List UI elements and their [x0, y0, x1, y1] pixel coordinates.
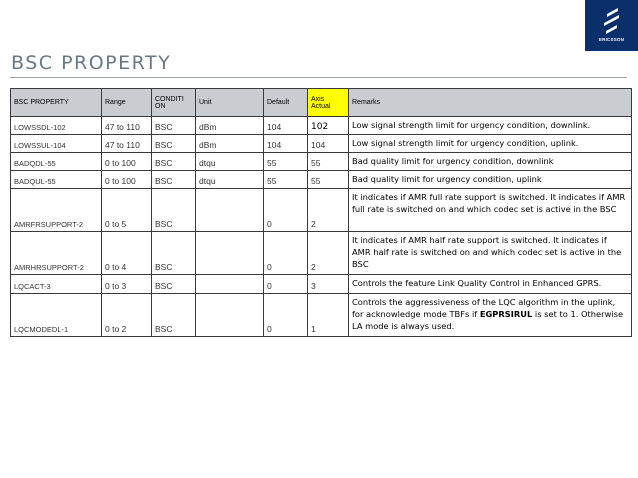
- cell-property: AMRHRSUPPORT-2: [11, 232, 102, 275]
- cell-axis-actual: 102: [308, 117, 349, 135]
- page-title: BSC PROPERTY: [11, 52, 172, 74]
- cell-axis-actual: 55: [308, 171, 349, 189]
- cell-remarks: Bad quality limit for urgency condition, downlink: [349, 153, 632, 171]
- cell-range: 0 to 4: [102, 232, 152, 275]
- cell-property: LQCMODEDL-1: [11, 294, 102, 337]
- cell-default: 0: [264, 232, 308, 275]
- cell-unit: dBm: [196, 117, 264, 135]
- ericsson-logo-icon: [602, 8, 621, 34]
- table-row: [11, 189, 632, 232]
- cell-condition: BSC: [152, 294, 196, 337]
- cell-property: BADQDL-55: [11, 153, 102, 171]
- cell-condition: BSC: [152, 117, 196, 135]
- cell-remarks: It indicates if AMR full rate support is switched. It indicates if AMR full rate is switched on and which codec set is active in the BSC: [349, 189, 632, 232]
- cell-unit: [196, 275, 264, 294]
- header-unit: Unit: [196, 89, 264, 117]
- cell-condition: BSC: [152, 275, 196, 294]
- header-condition: CONDITI ON: [152, 89, 196, 117]
- table-row: [11, 153, 632, 171]
- remarks-keyword: EGPRSIRUL: [479, 309, 533, 319]
- cell-remarks: Controls the feature Link Quality Control in Enhanced GPRS.: [349, 275, 632, 294]
- cell-condition: BSC: [152, 189, 196, 232]
- header-default: Default: [264, 89, 308, 117]
- cell-default: 55: [264, 171, 308, 189]
- cell-unit: dBm: [196, 135, 264, 153]
- remarks-text: Controls the aggressiveness of the LQC algorithm in the uplink, for acknowledge mode TBFs if: [352, 297, 616, 319]
- cell-range: 0 to 100: [102, 171, 152, 189]
- brand-name: ERICSSON: [598, 37, 625, 42]
- cell-unit: [196, 189, 264, 232]
- cell-axis-actual: 2: [308, 232, 349, 275]
- cell-condition: BSC: [152, 232, 196, 275]
- cell-default: 0: [264, 189, 308, 232]
- cell-condition: BSC: [152, 135, 196, 153]
- cell-default: 0: [264, 275, 308, 294]
- cell-remarks: Bad quality limit for urgency condition, uplink: [349, 171, 632, 189]
- cell-axis-actual: 104: [308, 135, 349, 153]
- cell-axis-actual: 3: [308, 275, 349, 294]
- cell-axis-actual: 1: [308, 294, 349, 337]
- table-header-row: [11, 89, 632, 117]
- cell-condition: BSC: [152, 171, 196, 189]
- cell-axis-actual: 55: [308, 153, 349, 171]
- cell-remarks: Low signal strength limit for urgency condition, uplink.: [349, 135, 632, 153]
- table-row: [11, 275, 632, 294]
- cell-default: 55: [264, 153, 308, 171]
- cell-default: 104: [264, 117, 308, 135]
- cell-unit: dtqu: [196, 171, 264, 189]
- cell-remarks: It indicates if AMR half rate support is switched. It indicates if AMR half rate is switched on and which codec set is active in the BSC: [349, 232, 632, 275]
- cell-remarks: Low signal strength limit for urgency condition, downlink.: [349, 117, 632, 135]
- table-row: [11, 117, 632, 135]
- header-range: Range: [102, 89, 152, 117]
- bsc-property-table: [10, 88, 632, 337]
- cell-default: 104: [264, 135, 308, 153]
- cell-axis-actual: 2: [308, 189, 349, 232]
- cell-range: 47 to 110: [102, 117, 152, 135]
- cell-unit: dtqu: [196, 153, 264, 171]
- title-divider: [10, 77, 627, 78]
- table-row: [11, 135, 632, 153]
- cell-property: BADQUL-55: [11, 171, 102, 189]
- header-axis-actual: Axis Actual: [308, 89, 349, 117]
- cell-remarks: [349, 294, 632, 337]
- cell-range: 0 to 3: [102, 275, 152, 294]
- header-remarks: Remarks: [349, 89, 632, 117]
- header-property: BSC PROPERTY: [11, 89, 102, 117]
- ericsson-logo: [585, 0, 638, 51]
- table-row: [11, 294, 632, 337]
- cell-range: 0 to 5: [102, 189, 152, 232]
- cell-property: LOWSSUL-104: [11, 135, 102, 153]
- cell-property: AMRFRSUPPORT-2: [11, 189, 102, 232]
- table-row: [11, 232, 632, 275]
- cell-range: 0 to 2: [102, 294, 152, 337]
- cell-unit: [196, 232, 264, 275]
- cell-property: LOWSSDL-102: [11, 117, 102, 135]
- cell-range: 47 to 110: [102, 135, 152, 153]
- cell-property: LQCACT-3: [11, 275, 102, 294]
- cell-range: 0 to 100: [102, 153, 152, 171]
- remarks-text: is set to 1. Otherwise LA mode is always used.: [352, 309, 624, 331]
- cell-default: 0: [264, 294, 308, 337]
- cell-condition: BSC: [152, 153, 196, 171]
- table-row: [11, 171, 632, 189]
- cell-unit: [196, 294, 264, 337]
